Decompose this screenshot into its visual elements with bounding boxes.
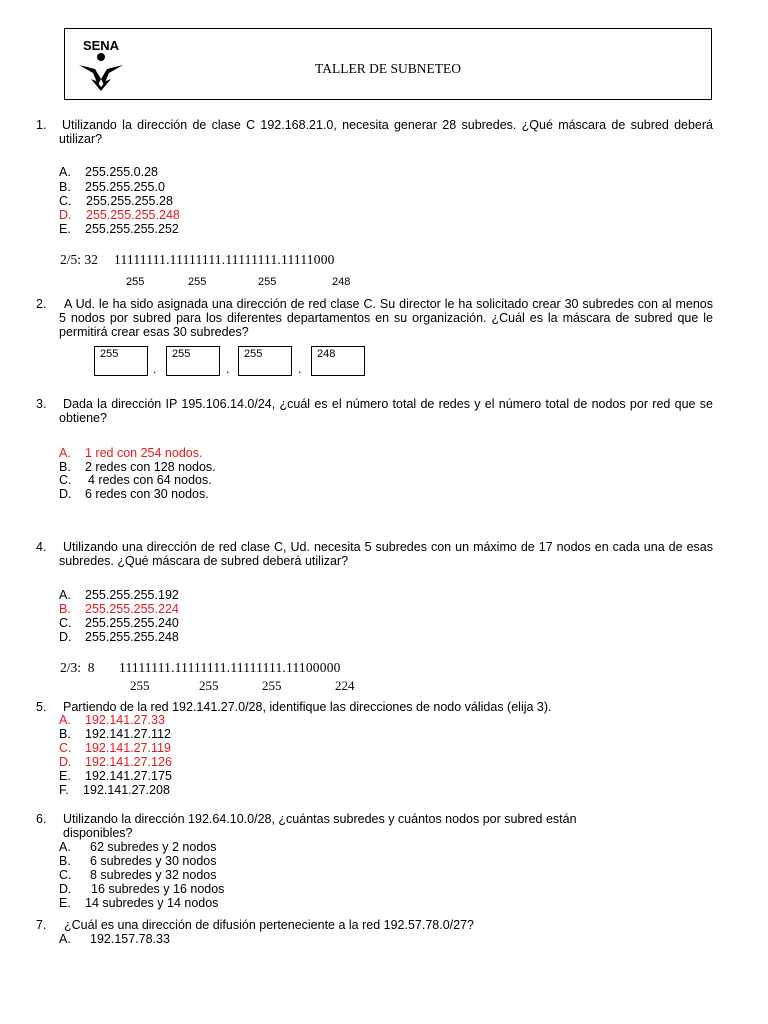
option-text: 255.255.255.192: [85, 588, 179, 602]
option-letter: A.: [59, 165, 71, 179]
mask-octet-box: 255: [238, 346, 292, 376]
question-number: 7.: [36, 918, 47, 932]
question-number: 2.: [36, 297, 47, 311]
option-text: 4 redes con 64 nodos.: [88, 473, 212, 487]
mask-octet-box: 255: [166, 346, 220, 376]
option-text-correct: 192.141.27.119: [85, 741, 171, 755]
option-text-correct: 255.255.255.224: [85, 602, 179, 616]
option-text-correct: 192.141.27.33: [85, 713, 165, 727]
option-text: 16 subredes y 16 nodos: [91, 882, 225, 896]
option-text: 8 subredes y 32 nodos: [90, 868, 217, 882]
octet-value: 255: [130, 678, 150, 693]
option-letter: A.: [59, 932, 71, 946]
option-letter: A.: [59, 840, 71, 854]
option-letter-correct: D.: [59, 755, 72, 769]
question-number: 6.: [36, 812, 47, 826]
octet-value: 255: [199, 678, 219, 693]
option-text: 192.141.27.112: [85, 727, 171, 741]
option-text: 255.255.255.240: [85, 616, 179, 630]
option-text: 255.255.255.28: [86, 194, 173, 208]
octet-value: 255: [258, 276, 277, 288]
octet-separator: .: [298, 362, 302, 376]
mask-octet-box: 248: [311, 346, 365, 376]
option-text: 192.157.78.33: [90, 932, 170, 946]
question-number: 5.: [36, 700, 47, 714]
question-number: 1.: [36, 118, 47, 132]
octet-separator: .: [226, 362, 230, 376]
option-letter: C.: [59, 473, 72, 487]
option-text: 255.255.255.252: [85, 222, 179, 236]
option-text-correct: 255.255.255.248: [86, 208, 180, 222]
option-letter: F.: [59, 783, 69, 797]
option-text: 62 subredes y 2 nodos: [90, 840, 217, 854]
work-line: 2/3: 8: [60, 660, 95, 675]
octet-value: 255: [262, 678, 282, 693]
logo-text: SENA: [82, 38, 120, 53]
mask-octet-box: 255: [94, 346, 148, 376]
option-letter-correct: B.: [59, 602, 71, 616]
octet-value: 224: [335, 678, 355, 693]
option-letter-correct: A.: [59, 446, 71, 460]
option-letter: C.: [59, 616, 72, 630]
octet-value: 248: [332, 276, 351, 288]
option-text: 6 subredes y 30 nodos: [90, 854, 217, 868]
option-letter: B.: [59, 727, 71, 741]
option-letter: E.: [59, 896, 71, 910]
option-letter: D.: [59, 487, 72, 501]
option-text: 255.255.255.0: [85, 180, 165, 194]
option-letter: C.: [59, 194, 72, 208]
option-text: 6 redes con 30 nodos.: [85, 487, 209, 501]
option-letter: B.: [59, 460, 71, 474]
option-letter: B.: [59, 854, 71, 868]
question-text: Dada la dirección IP 195.106.14.0/24, ¿cuál es el número total de redes y el número total de nodos por red que se obtiene?: [59, 397, 713, 425]
question-number: 4.: [36, 540, 47, 554]
work-line: 2/5: 32: [60, 252, 98, 267]
binary-mask: 11111111.11111111.11111111.11111000: [114, 252, 335, 267]
option-text: 192.141.27.208: [83, 783, 170, 797]
option-text-correct: 1 red con 254 nodos.: [85, 446, 203, 460]
question-text: Utilizando la dirección 192.64.10.0/28, ¿cuántas subredes y cuántos nodos por subred están disponibles?: [63, 812, 577, 840]
option-text: 255.255.255.248: [85, 630, 179, 644]
option-letter: D.: [59, 882, 72, 896]
option-letter-correct: A.: [59, 713, 71, 727]
question-text: ¿Cuál es una dirección de difusión perteneciente a la red 192.57.78.0/27?: [64, 918, 475, 932]
option-letter: E.: [59, 769, 71, 783]
octet-value: 255: [188, 276, 207, 288]
option-letter: C.: [59, 868, 72, 882]
option-text-correct: 192.141.27.126: [85, 755, 172, 769]
question-text: Utilizando una dirección de red clase C, Ud. necesita 5 subredes con un máximo de 17 nodos en cada una de esas subredes. ¿Qué máscara de subred deberá utilizar?: [59, 540, 713, 568]
document-title: TALLER DE SUBNETEO: [315, 61, 461, 76]
binary-mask: 11111111.11111111.11111111.11100000: [119, 660, 341, 675]
option-letter-correct: D.: [59, 208, 72, 222]
option-text: 14 subredes y 14 nodos: [85, 896, 219, 910]
question-text: A Ud. le ha sido asignada una dirección de red clase C. Su director le ha solicitado crear 30 subredes con al menos 5 nodos por subred para los diferentes departamentos en su organización. ¿Cuál es la máscara de subred que le permitirá crear esas 30 subredes?: [59, 297, 713, 339]
question-number: 3.: [36, 397, 47, 411]
option-text: 255.255.0.28: [85, 165, 158, 179]
octet-separator: .: [153, 362, 157, 376]
question-text: Partiendo de la red 192.141.27.0/28, identifique las direcciones de nodo válidas (elija 3).: [63, 700, 552, 714]
option-text: 192.141.27.175: [85, 769, 172, 783]
option-text: 2 redes con 128 nodos.: [85, 460, 216, 474]
option-letter: D.: [59, 630, 72, 644]
option-letter: E.: [59, 222, 71, 236]
octet-value: 255: [126, 276, 145, 288]
option-letter: A.: [59, 588, 71, 602]
option-letter: B.: [59, 180, 71, 194]
option-letter-correct: C.: [59, 741, 72, 755]
question-text: Utilizando la dirección de clase C 192.168.21.0, necesita generar 28 subredes. ¿Qué máscara de subred deberá utilizar?: [59, 118, 713, 146]
header-box: [64, 28, 712, 100]
